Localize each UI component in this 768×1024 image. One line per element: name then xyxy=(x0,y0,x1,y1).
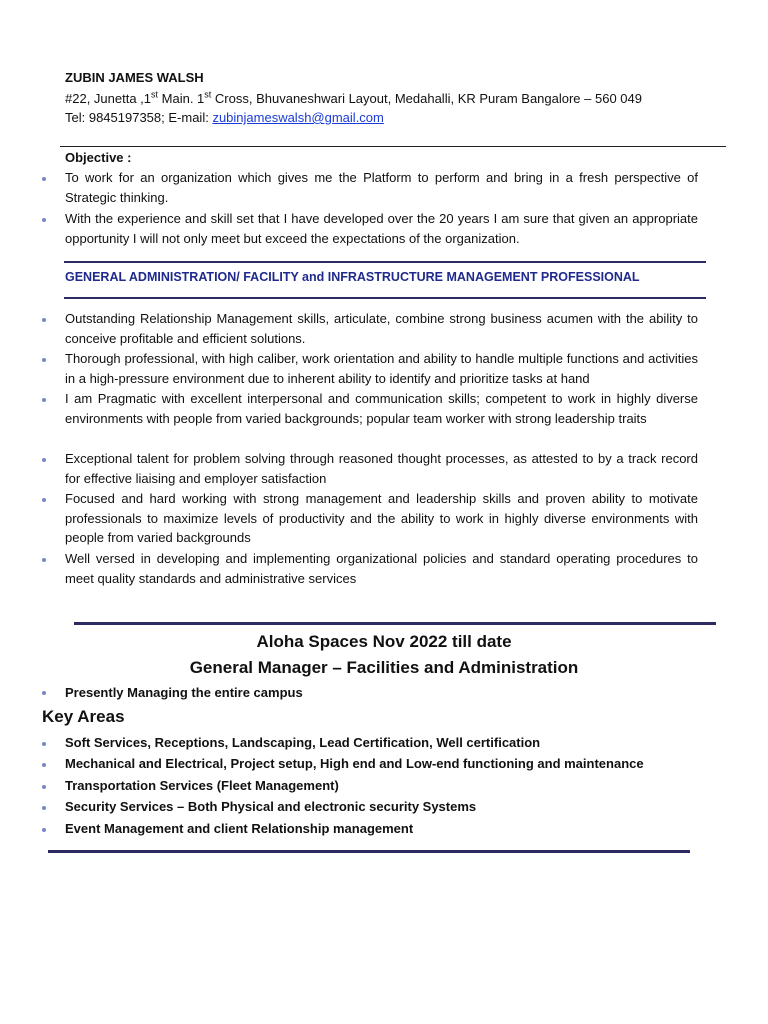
profile-item: Exceptional talent for problem solving through reasoned thought processes, as attested to by a track record for effective liaising and employer satisfaction xyxy=(65,451,698,486)
profile-item: Focused and hard working with strong management and leadership skills and proven ability to motivate professionals to maximize levels of productivity and the ability to work in highly diverse environments with people from varied backgrounds xyxy=(65,491,698,545)
key-area-item: Mechanical and Electrical, Project setup, High end and Low-end functioning and maintenance xyxy=(65,756,644,771)
key-area-item: Soft Services, Receptions, Landscaping, Lead Certification, Well certification xyxy=(65,735,541,750)
bullet-icon xyxy=(42,177,46,181)
bullet-icon xyxy=(42,691,46,695)
role-line: General Manager – Facilities and Administration xyxy=(189,658,579,677)
bullet-icon xyxy=(42,358,46,362)
address-sup: st xyxy=(204,89,212,100)
contact-line xyxy=(65,108,384,128)
key-area-item: Security Services – Both Physical and electronic security Systems xyxy=(65,799,477,814)
profile-item: Thorough professional, with high caliber, work orientation and ability to handle multiple functions and activities in a high-pressure environment due to inherent ability to identify and prioritize tasks at hand xyxy=(65,351,698,386)
section-divider xyxy=(74,622,716,625)
section-divider xyxy=(48,850,690,853)
key-area-item: Transportation Services (Fleet Management) xyxy=(65,778,339,793)
objective-item: With the experience and skill set that I have developed over the 20 years I am sure that given an appropriate opportunity I will not only meet but exceed the expectations of the organization. xyxy=(65,211,698,246)
address-part: Main. 1 xyxy=(158,91,205,106)
bullet-icon xyxy=(42,458,46,462)
key-areas-heading: Key Areas xyxy=(42,707,125,726)
experience-summary: Presently Managing the entire campus xyxy=(65,685,303,700)
address-part: Cross, Bhuvaneshwari Layout, Medahalli, KR Puram Bangalore – 560 049 xyxy=(211,91,642,106)
company-line: Aloha Spaces Nov 2022 till date xyxy=(256,632,512,651)
telephone-text: Tel: 9845197358; E-mail: xyxy=(65,110,213,125)
bullet-icon xyxy=(42,806,46,810)
profile-item: Outstanding Relationship Management skills, articulate, combine strong business acumen with the ability to conceive profitable and efficient solutions. xyxy=(65,311,698,346)
email-link[interactable]: zubinjameswalsh@gmail.com xyxy=(212,110,384,125)
bullet-icon xyxy=(42,318,46,322)
bullet-icon xyxy=(42,558,46,562)
key-area-item: Event Management and client Relationship management xyxy=(65,821,414,836)
section-divider xyxy=(64,297,706,299)
profile-heading: GENERAL ADMINISTRATION/ FACILITY and INFRASTRUCTURE MANAGEMENT PROFESSIONAL xyxy=(65,270,640,284)
address-part: #22, Junetta ,1 xyxy=(65,91,152,106)
bullet-icon xyxy=(42,763,46,767)
bullet-icon xyxy=(42,742,46,746)
objective-item: To work for an organization which gives me the Platform to perform and bring in a fresh perspective of Strategic thinking. xyxy=(65,170,698,205)
objective-heading: Objective : xyxy=(65,150,132,165)
profile-item: I am Pragmatic with excellent interpersonal and communication skills; competent to work in highly diverse environments with people from varied backgrounds; popular team worker with strong leadership traits xyxy=(65,391,698,426)
address-line xyxy=(65,89,745,109)
profile-item: Well versed in developing and implementing organizational policies and standard operating procedures to meet quality standards and administrative services xyxy=(65,551,698,586)
candidate-name: ZUBIN JAMES WALSH xyxy=(65,70,204,85)
bullet-icon xyxy=(42,498,46,502)
bullet-icon xyxy=(42,785,46,789)
address-sup: st xyxy=(151,89,159,100)
header-divider xyxy=(60,146,726,147)
bullet-icon xyxy=(42,218,46,222)
section-divider xyxy=(64,261,706,263)
bullet-icon xyxy=(42,828,46,832)
bullet-icon xyxy=(42,398,46,402)
